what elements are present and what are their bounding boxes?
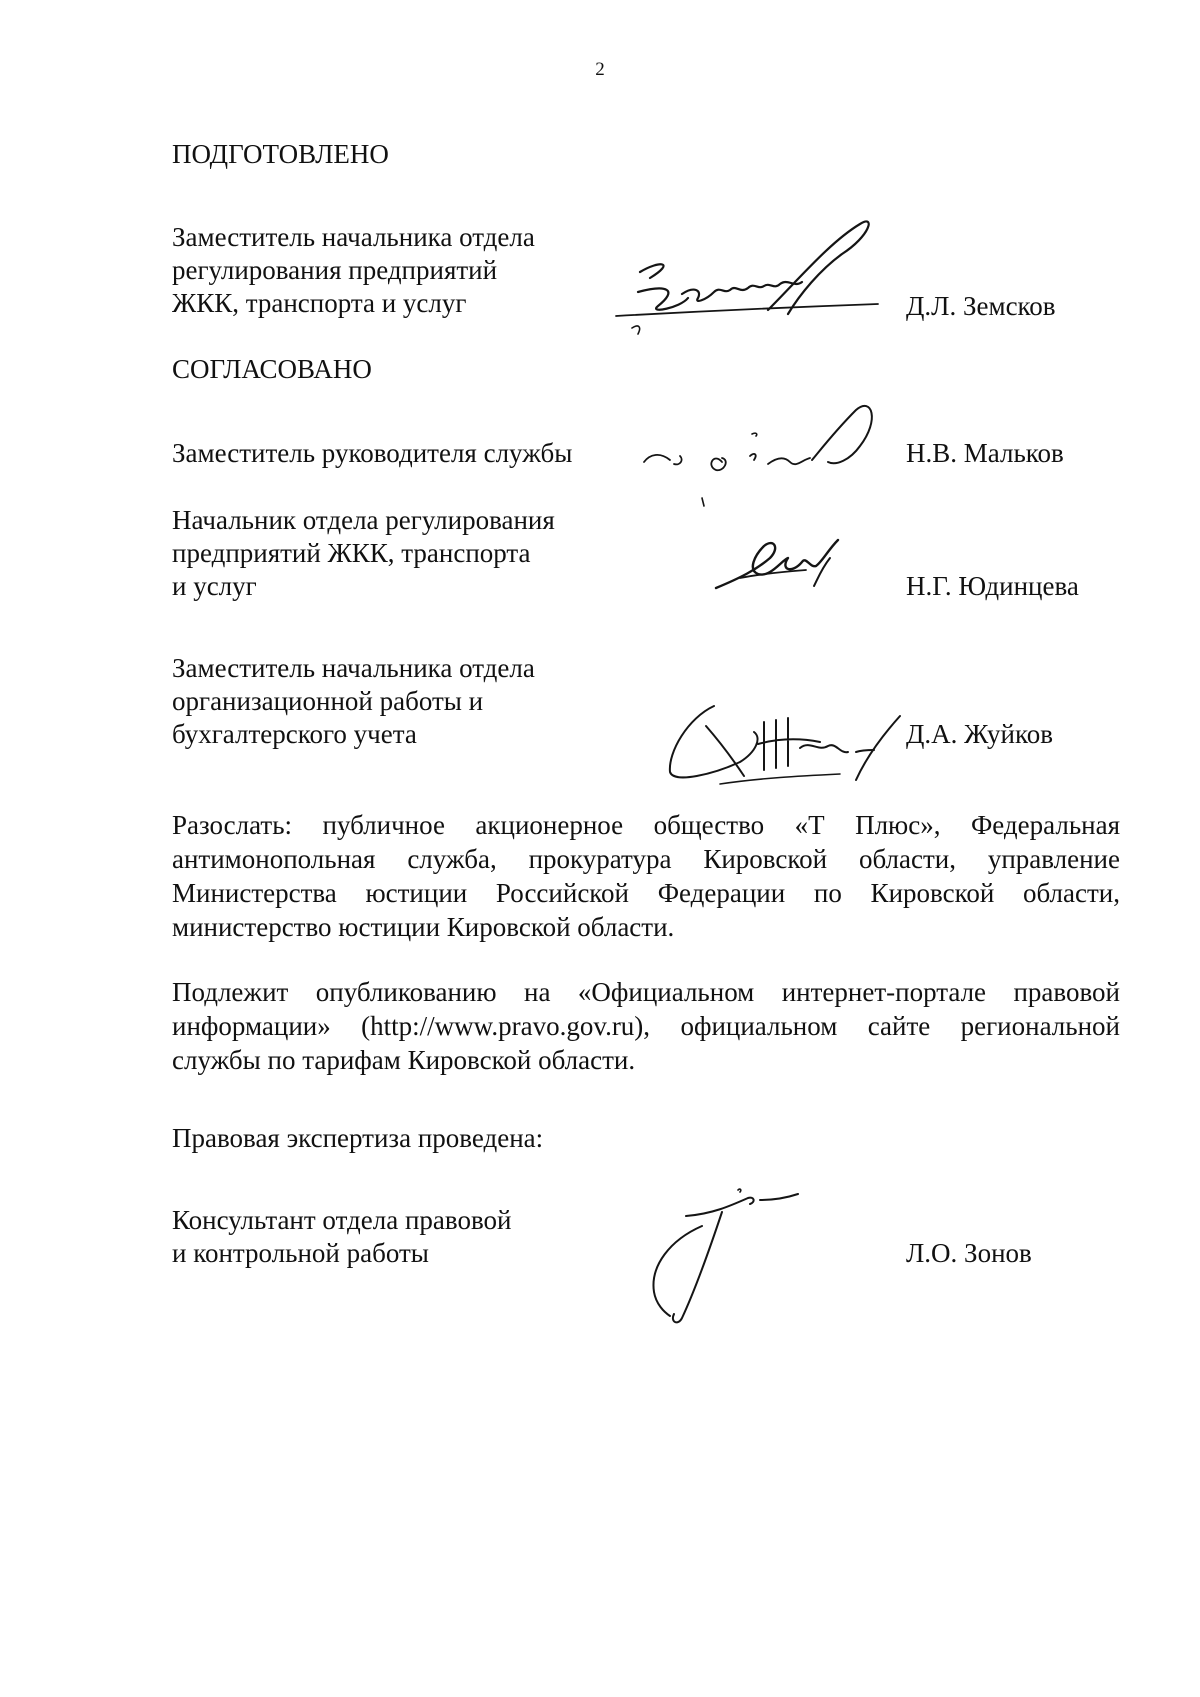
page-number: 2 bbox=[595, 59, 605, 80]
approver-3-position: Заместитель начальника отдела организационной работы и бухгалтерского учета bbox=[172, 653, 535, 749]
approver-1-name: Н.В. Мальков bbox=[906, 438, 1064, 468]
approved-heading: СОГЛАСОВАНО bbox=[172, 354, 372, 384]
approver-1-position: Заместитель руководителя службы bbox=[172, 438, 573, 468]
legal-review-position: Консультант отдела правовой и контрольной работы bbox=[172, 1205, 512, 1268]
legal-review-name: Л.О. Зонов bbox=[906, 1238, 1032, 1268]
signature-zhuykov bbox=[660, 692, 910, 792]
approver-2-position: Начальник отдела регулирования предприятий ЖКК, транспорта и услуг bbox=[172, 505, 555, 601]
distribution-paragraph: Разослать: публичное акционерное общество «Т Плюс», Федеральная антимонопольная служба, прокуратура Кировской области, управление Министерства юстиции Российской Федерации по Кировской области, министерство юстиции Кировской области. bbox=[172, 810, 1120, 942]
signature-yudintseva bbox=[710, 530, 860, 600]
legal-review-heading: Правовая экспертиза проведена: bbox=[172, 1123, 544, 1153]
prepared-name: Д.Л. Земсков bbox=[906, 291, 1056, 321]
signature-zonov bbox=[630, 1188, 830, 1338]
publication-paragraph: Подлежит опубликованию на «Официальном интернет-портале правовой информации» (http://www.pravo.gov.ru), официальном сайте региональной службы по тарифам Кировской области. bbox=[172, 977, 1120, 1075]
prepared-position: Заместитель начальника отдела регулирования предприятий ЖКК, транспорта и услуг bbox=[172, 222, 535, 318]
signature-zemskov bbox=[598, 210, 898, 350]
prepared-heading: ПОДГОТОВЛЕНО bbox=[172, 139, 389, 169]
signature-malkov bbox=[640, 390, 900, 510]
approver-2-name: Н.Г. Юдинцева bbox=[906, 571, 1079, 601]
approver-3-name: Д.А. Жуйков bbox=[906, 719, 1053, 749]
